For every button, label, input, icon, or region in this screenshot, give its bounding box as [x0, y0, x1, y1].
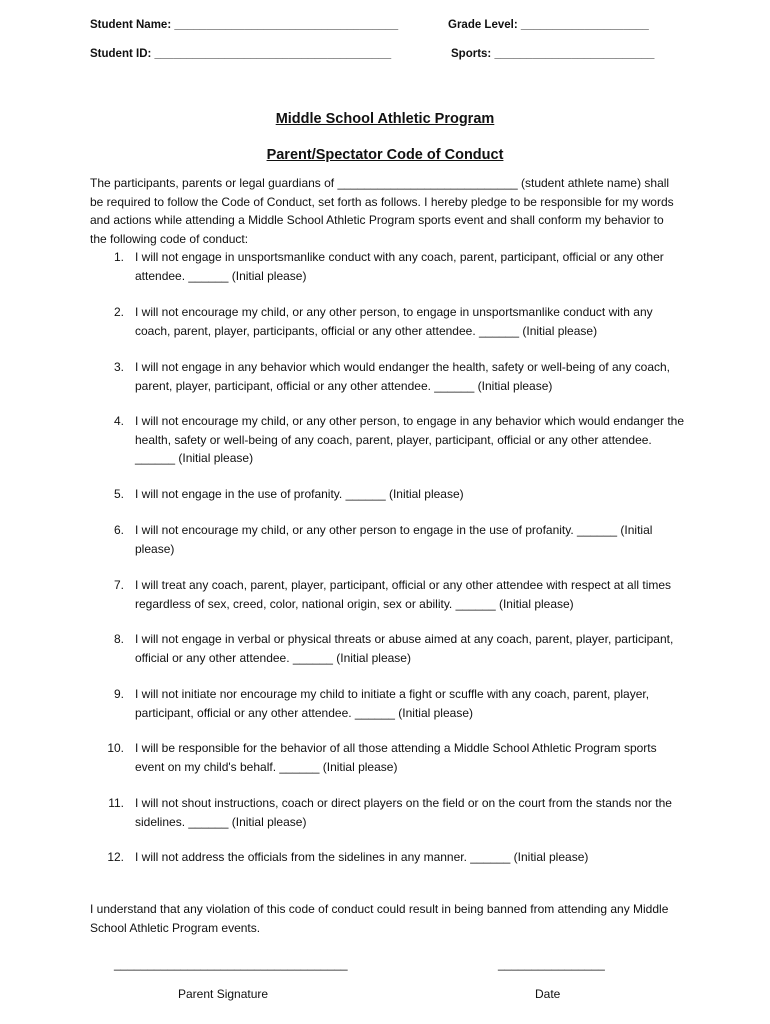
item-number: 9. [113, 687, 124, 701]
closing-paragraph: I understand that any violation of this code of conduct could result in being banned from attending any Middle School Athletic Program events. [90, 902, 669, 935]
item-number: 7. [113, 578, 124, 592]
item-text: I will not initiate nor encourage my child to initiate a fight or scuffle with any coach, parent, player, participant, official or any other attendee. ______ (Initial please) [135, 687, 650, 720]
item-number: 12. [107, 850, 124, 864]
item-number: 8. [113, 632, 124, 646]
item-text: I will be responsible for the behavior of all those attending a Middle School Athletic Program sports event on my child's behalf. ______ (Initial please) [135, 741, 657, 774]
item-text: I will not engage in any behavior which would endanger the health, safety or well-being of any coach, parent, player, participant, official or any other attendee. ______ (Initial please) [135, 360, 671, 393]
sports-field[interactable]: Sports: _________________________ [451, 48, 655, 60]
document-subtitle: Parent/Spectator Code of Conduct [266, 147, 504, 163]
item-text: I will not address the officials from the sidelines in any manner. ______ (Initial please) [135, 850, 589, 864]
item-text: I will not engage in the use of profanity. ______ (Initial please) [135, 487, 464, 501]
item-number: 10. [107, 741, 124, 755]
parent-signature-label: Parent Signature [178, 987, 269, 1001]
item-text: I will not encourage my child, or any other person, to engage in unsportsmanlike conduct with any coach, parent, player, participants, official or any other attendee. ______ (Initial please) [135, 305, 653, 338]
grade-level-field[interactable]: Grade Level: ____________________ [448, 19, 649, 31]
item-number: 4. [113, 414, 124, 428]
item-text: I will treat any coach, parent, player, participant, official or any other attendee with respect at all times regardless of sex, creed, color, national origin, sex or ability. ______ (Initial please) [135, 578, 672, 611]
item-number: 3. [113, 360, 124, 374]
item-number: 1. [113, 250, 124, 264]
parent-signature-line[interactable]: ___________________________________ [114, 957, 348, 971]
student-name-field[interactable]: Student Name: ___________________________________ [90, 19, 399, 31]
item-number: 2. [113, 305, 124, 319]
date-line[interactable]: ________________ [498, 957, 605, 971]
item-number: 11. [108, 796, 124, 810]
item-text: I will not encourage my child, or any other person to engage in the use of profanity. ______ (Initial please) [135, 523, 653, 556]
student-id-field[interactable]: Student ID: _____________________________________ [90, 48, 392, 60]
item-text: I will not engage in verbal or physical threats or abuse aimed at any coach, parent, player, participant, official or any other attendee. ______ (Initial please) [135, 632, 674, 665]
document-title: Middle School Athletic Program [275, 111, 495, 127]
item-text: I will not engage in unsportsmanlike conduct with any coach, parent, participant, official or any other attendee. ______ (Initial please) [135, 250, 664, 283]
item-number: 6. [113, 523, 124, 537]
item-text: I will not shout instructions, coach or direct players on the field or on the court from the stands nor the sidelines. ______ (Initial please) [135, 796, 672, 829]
item-text: I will not encourage my child, or any other person, to engage in any behavior which would endanger the health, safety or well-being of any coach, parent, player, participant, official or any other attendee. ______ (Initial please) [135, 414, 685, 465]
item-number: 5. [113, 487, 124, 501]
intro-paragraph: The participants, parents or legal guardians of ___________________________ (student athlete name) shall be required to follow the Code of Conduct, set forth as follows. I hereby pledge to be responsible for my words and actions while attending a Middle School Athletic Program sports event and shall conform my behavior to the following code of conduct: [90, 176, 674, 246]
date-label: Date [535, 987, 561, 1001]
